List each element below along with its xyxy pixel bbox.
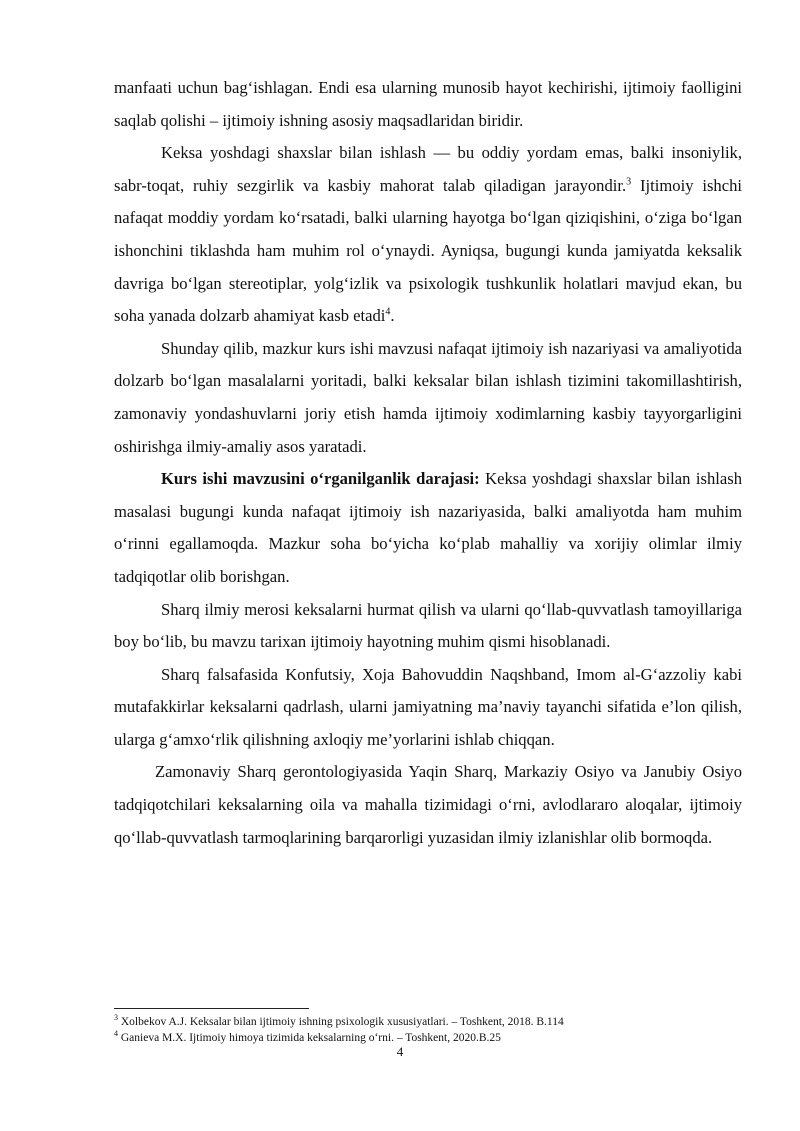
paragraph-elderly-work xyxy=(114,137,742,333)
paragraph-conclusion: Shunday qilib, mazkur kurs ishi mavzusi nafaqat ijtimoiy ish nazariyasi va amaliyotida dolzarb bo‘lgan masalalarni yoritadi, balki keksalar bilan ishlash tizimini takomillashtirish, zamonaviy yondashuvlarni joriy etish hamda ijtimoiy xodimlarning kasbiy tayyorgarligini oshirishga ilmiy-amaliy asos yaratadi. xyxy=(114,338,742,456)
footnote-mark: 3 xyxy=(114,1013,118,1023)
page-number: 4 xyxy=(396,1044,404,1059)
section-heading: Kurs ishi mavzusini o‘rganilganlik darajasi: xyxy=(161,469,480,489)
footnote-mark: 4 xyxy=(114,1029,118,1039)
paragraph-eastern-heritage: Sharq ilmiy merosi keksalarni hurmat qilish va ularni qo‘llab-quvvatlash tamoyillariga boy bo‘lib, bu mavzu tarixan ijtimoiy hayotning muhim qismi hisoblanadi. xyxy=(114,599,742,652)
footnote-text: Xolbekov A.J. Keksalar bilan ijtimoiy ishning psixologik xususiyatlari. – Toshkent, 2018. B.114 xyxy=(118,1016,564,1028)
body-text xyxy=(114,72,742,854)
footnote-3 xyxy=(114,1014,742,1030)
paragraph-text: Ijtimoiy ishchi nafaqat moddiy yordam ko‘rsatadi, balki ularning hayotga bo‘lgan qiziqishini, o‘ziga bo‘lgan ishonchini tiklashda ham muhim rol o‘ynaydi. Ayniqsa, bugungi kunda jamiyatda keksalik davriga bo‘lgan stereotiplar, yolg‘izlik va psixologik tushkunlik holatlari mavjud ekan, bu soha yanada dolzarb ahamiyat kasb etadi xyxy=(114,175,743,326)
footnote-divider xyxy=(114,1008,309,1009)
paragraph-text: Keksa yoshdagi shaxslar bilan ishlash — bu oddiy yordam emas, balki insoniylik, sabr-toqat, ruhiy sezgirlik va kasbiy mahorat talab qiladigan jarayondir. xyxy=(114,143,742,195)
paragraph-continuation: manfaati uchun bag‘ishlagan. Endi esa ularning munosib hayot kechirishi, ijtimoiy faolligini saqlab qolishi – ijtimoiy ishning asosiy maqsadlaridan biridir. xyxy=(114,78,742,130)
footnotes xyxy=(114,1014,742,1046)
paragraph-eastern-philosophy: Sharq falsafasida Konfutsiy, Xoja Bahovuddin Naqshband, Imom al-G‘azzoliy kabi mutafakkirlar keksalarni qadrlash, ularni jamiyatning ma’naviy tayanchi sifatida e’lon qilish, ularga g‘amxo‘rlik qilishning axloqiy me’yorlarini ishlab chiqqan. xyxy=(114,664,742,749)
paragraph-text: Keksa yoshdagi shaxslar bilan ishlash masalasi bugungi kunda nafaqat ijtimoiy ish nazariyasida, balki amaliyotda ham muhim o‘rinni egallamoqda. Mazkur soha bo‘yicha ko‘plab mahalliy va xorijiy olimlar ilmiy tadqiqotlar olib borishgan. xyxy=(114,469,742,586)
footnote-ref: 4 xyxy=(385,306,391,318)
paragraph-modern-gerontology: Zamonaviy Sharq gerontologiyasida Yaqin Sharq, Markaziy Osiyo va Janubiy Osiyo tadqiqotchilari keksalarning oila va mahalla tizimidagi o‘rni, avlodlararo aloqalar, ijtimoiy qo‘llab-quvvatlash tarmoqlarining barqarorligi yuzasidan ilmiy izlanishlar olib bormoqda. xyxy=(114,762,742,847)
paragraph-end: . xyxy=(390,306,395,326)
footnote-ref: 3 xyxy=(626,176,632,188)
paragraph-study-level xyxy=(114,463,742,593)
footnote-text: Ganieva M.X. Ijtimoiy himoya tizimida keksalarning o‘rni. – Toshkent, 2020.B.25 xyxy=(118,1032,501,1044)
